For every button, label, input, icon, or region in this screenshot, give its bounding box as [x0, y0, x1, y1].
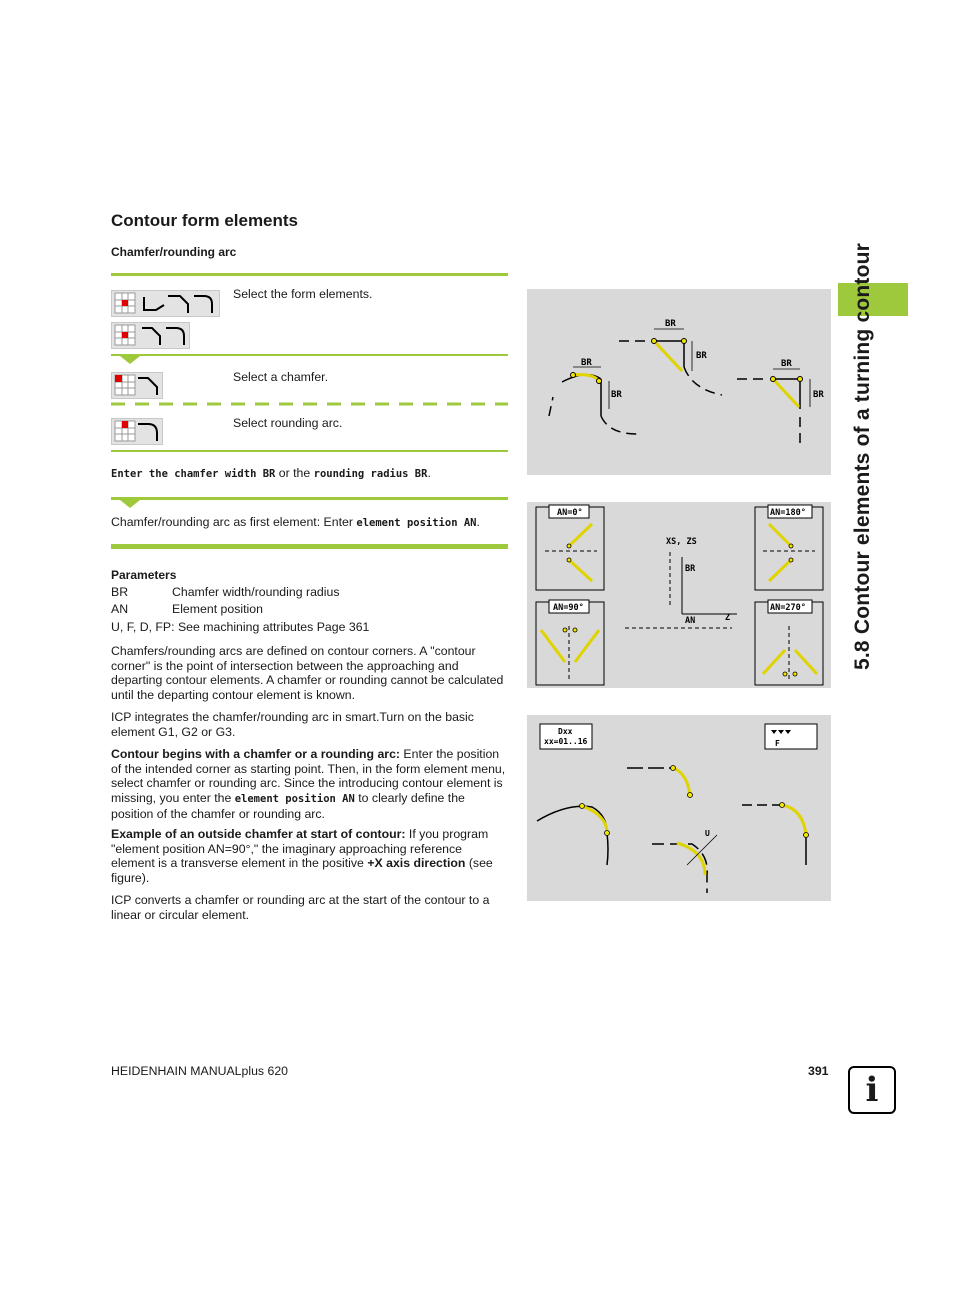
first-element-note: [111, 515, 480, 531]
paragraph: ICP integrates the chamfer/rounding arc in smart.Turn on the basic element G1, G2 or G3.: [111, 710, 474, 739]
paragraph: Chamfers/rounding arcs are defined on contour corners. A "contour corner" is the point of intersection between the approaching and departing contour elements. A chamfer or rounding cannot be calculated until the departing contour element is known.: [111, 644, 504, 703]
chamfer-rounding-icon: [112, 323, 189, 348]
dim-label: BR: [781, 359, 792, 369]
divider: [111, 354, 508, 356]
dim-label: BR: [665, 319, 676, 329]
dim-label: BR: [611, 390, 622, 400]
dxx-label: Dxx: [558, 727, 573, 736]
figure-element-position: [527, 502, 831, 688]
param-desc: Chamfer width/rounding radius: [172, 585, 340, 599]
page-number: 391: [808, 1064, 829, 1078]
xx-label: xx=01..16: [544, 737, 588, 746]
paragraph-text: (see figure).: [111, 856, 493, 886]
rounding-softkey[interactable]: [111, 418, 163, 445]
paragraph-text: to clearly define the position of the chamfer or rounding arc.: [111, 791, 465, 821]
step-arrow-icon: [120, 356, 140, 364]
paragraph-bold: Example of an outside chamfer at start of contour:: [111, 827, 406, 841]
figure-attributes-drawing: [527, 715, 831, 901]
figure-chamfer-br: [527, 289, 831, 475]
param-desc: Element position: [172, 602, 263, 616]
figure-element-position-drawing: [527, 502, 831, 688]
parameters-title: Parameters: [111, 568, 177, 582]
an180-label: AN=180°: [770, 508, 806, 518]
dim-label: BR: [813, 390, 824, 400]
param-name: BR: [111, 585, 129, 599]
info-icon-glyph: i: [865, 1070, 879, 1110]
divider: [111, 273, 508, 276]
an0-label: AN=0°: [557, 508, 583, 518]
step-1-text: Select the form elements.: [233, 287, 373, 301]
form-elements-icon: [112, 291, 219, 316]
xszs-label: XS, ZS: [666, 537, 697, 547]
f-label: F: [775, 739, 780, 748]
param-name: AN: [111, 602, 129, 616]
paragraph: [111, 827, 507, 886]
divider: [111, 497, 508, 500]
z-axis-label: Z: [725, 613, 731, 623]
feed-icon: [771, 730, 791, 734]
step-arrow-icon: [120, 500, 140, 508]
paragraph-text: Enter the position of the intended corner as starting point. Then, in the form element menu, select chamfer or rounding arc. Since the introducing contour element is missing, you enter the: [111, 747, 506, 806]
paragraph-bold: +X axis direction: [367, 856, 466, 871]
paragraph: ICP converts a chamfer or rounding arc at the start of the contour to a linear or circular element.: [111, 893, 490, 922]
br-label: BR: [685, 564, 696, 574]
dim-label: BR: [696, 351, 707, 361]
dim-label: BR: [581, 358, 592, 368]
divider: [111, 544, 508, 549]
enter-code-1: Enter the chamfer width BR: [111, 468, 276, 480]
subheading: Chamfer/rounding arc: [111, 245, 237, 259]
form-elements-softkey[interactable]: [111, 290, 220, 317]
chamfer-icon: [112, 373, 162, 398]
footer-title: HEIDENHAIN MANUALplus 620: [111, 1064, 288, 1078]
info-icon: [848, 1066, 896, 1114]
divider: [111, 450, 508, 452]
chamfer-rounding-softkey[interactable]: [111, 322, 190, 349]
u-label: U: [705, 829, 710, 838]
step-2-text: Select a chamfer.: [233, 370, 329, 384]
dashed-divider: [111, 402, 508, 407]
param-note: U, F, D, FP: See machining attributes Page 361: [111, 620, 370, 634]
paragraph: [111, 747, 507, 822]
paragraph-code: element position AN: [234, 793, 355, 806]
enter-end: .: [427, 466, 431, 480]
paragraph-bold: Contour begins with a chamfer or a rounding arc:: [111, 747, 401, 761]
first-element-code: element position AN: [356, 517, 477, 529]
section-title: 5.8 Contour elements of a turning contour: [851, 242, 874, 670]
enter-code-2: rounding radius BR: [313, 468, 428, 480]
rounding-arc-icon: [112, 419, 162, 444]
step-3-text: Select rounding arc.: [233, 416, 343, 430]
enter-instruction: [111, 466, 431, 482]
enter-mid: or the: [275, 466, 314, 480]
page-heading: Contour form elements: [111, 211, 299, 230]
an-label: AN: [685, 616, 696, 626]
an270-label: AN=270°: [770, 603, 806, 613]
an90-label: AN=90°: [553, 603, 584, 613]
first-element-text: Chamfer/rounding arc as first element: Enter: [111, 515, 357, 529]
first-element-end: .: [476, 515, 480, 529]
paragraph-text: If you program "element position AN=90°," the imaginary approaching reference element is a transverse element in the positive: [111, 827, 489, 871]
figure-chamfer-br-drawing: [527, 289, 831, 475]
chamfer-softkey[interactable]: [111, 372, 163, 399]
figure-attributes: [527, 715, 831, 901]
